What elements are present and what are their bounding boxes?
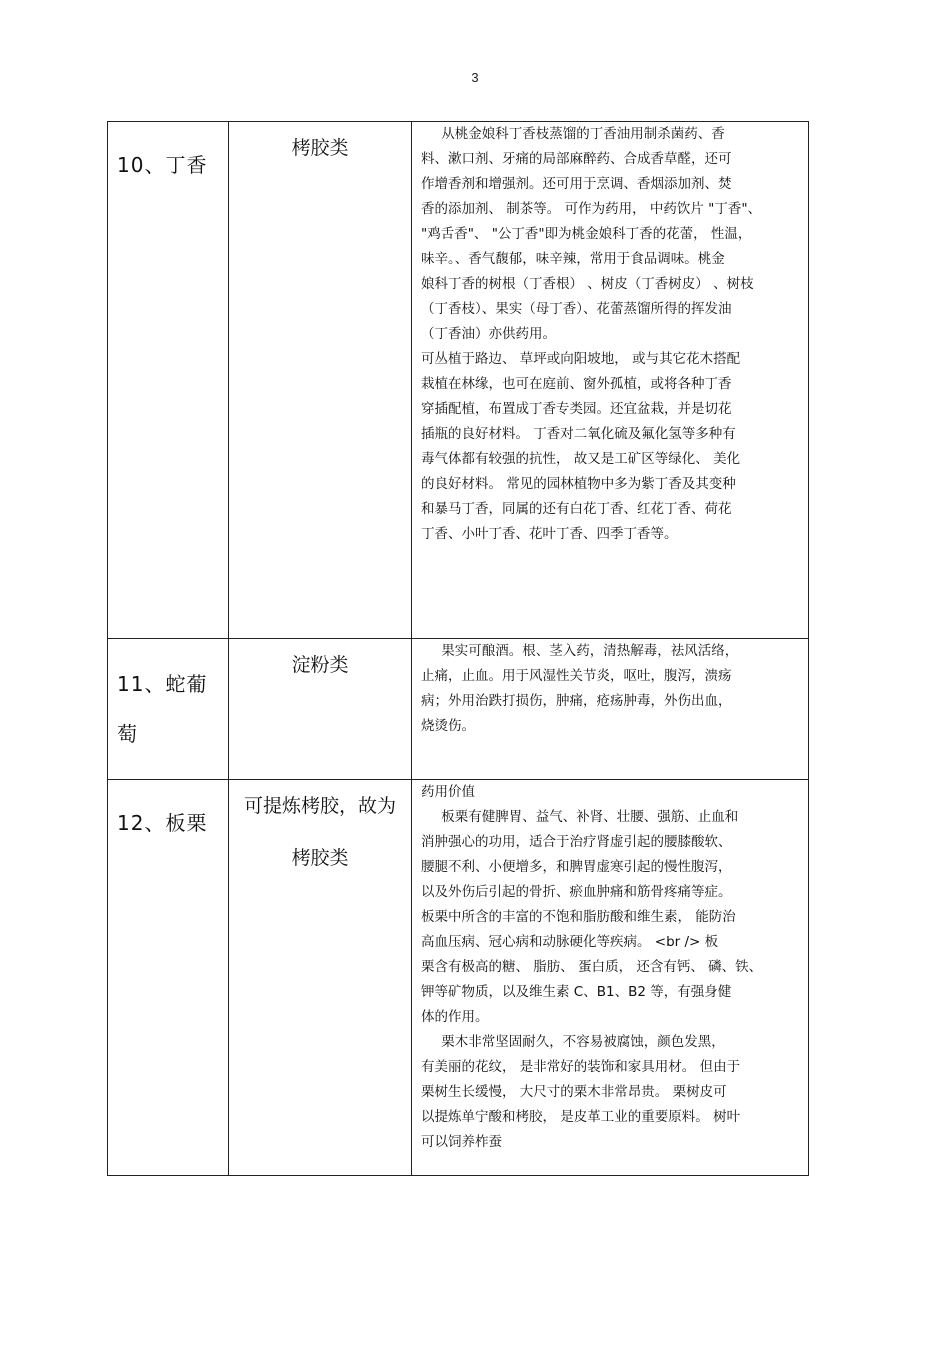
category-cell [229, 780, 412, 1176]
plant-name: 10、丁香 [117, 153, 208, 177]
description-paragraph: 栗木非常坚固耐久，不容易被腐蚀，颜色发黑， 有美丽的花纹， 是非常好的装饰和家具用材。 但由于 栗树生长缓慢， 大尺寸的栗木非常昂贵。 栗树皮可 以提炼单宁酸和栲胶， 是皮革工业的重要原料。 树叶 可以饲养柞蚕 [421, 1034, 741, 1150]
description-cell [412, 780, 809, 1176]
name-cell [108, 639, 229, 780]
plant-name: 12、板栗 [117, 811, 208, 835]
plant-category: 可提炼栲胶，故为栲胶类 [243, 795, 396, 869]
description-cell [412, 122, 809, 639]
description-heading: 药用价值 [421, 784, 475, 800]
name-cell [108, 780, 229, 1176]
page-number: 3 [471, 70, 479, 85]
table-row [108, 639, 809, 780]
table-row [108, 122, 809, 639]
description-paragraph: 从桃金娘科丁香枝蒸馏的丁香油用制杀菌药、香 料、漱口剂、牙痛的局部麻醉药、合成香草醛，还可 作增香剂和增强剂。还可用于烹调、香烟添加剂、焚 香的添加剂、 制茶等。 可作为药用， 中药饮片 "丁香"、 "鸡舌香"、 "公丁香"即为桃金娘科丁香的花蕾， 性温， 味辛。、香气馥郁，味辛辣，常用于食品调味。桃金 娘科丁香的树根（丁香根） 、树皮（丁香树皮） 、树枝 （丁香枝）、果实（母丁香）、花蕾蒸馏所得的挥发油 （丁香油）亦供药用。 [421, 126, 762, 342]
plant-category: 栲胶类 [291, 137, 349, 159]
plant-table [107, 121, 809, 1176]
plant-description [412, 122, 808, 547]
name-cell [108, 122, 229, 639]
category-cell [229, 122, 412, 639]
description-cell [412, 639, 809, 780]
plant-name: 11、蛇葡萄 [117, 672, 208, 746]
description-paragraph: 果实可酿酒。根、茎入药，清热解毒，祛风活络， 止痛，止血。用于风湿性关节炎，呕吐，腹泻，溃疡 病；外用治跌打损伤，肿痛，疮疡肿毒，外伤出血， 烧烫伤。 [421, 643, 739, 734]
table-row [108, 780, 809, 1176]
description-paragraph: 可丛植于路边、 草坪或向阳坡地， 或与其它花木搭配 栽植在林缘，也可在庭前、窗外孤植，或将各种丁香 穿插配植，布置成丁香专类园。还宜盆栽，并是切花 插瓶的良好材料。 丁香对二氧化硫及氟化氢等多种有 毒气体都有较强的抗性， 故又是工矿区等绿化、 美化 的良好材料。 常见的园林植物中多为紫丁香及其变种 和暴马丁香，同属的还有白花丁香、红花丁香、荷花 丁香、小叶丁香、花叶丁香、四季丁香等。 [421, 351, 741, 542]
description-paragraph: 板栗有健脾胃、益气、补肾、壮腰、强筋、止血和 消肿强心的功用，适合于治疗肾虚引起的腰膝酸软、 腰腿不利、小便增多，和脾胃虚寒引起的慢性腹泻， 以及外伤后引起的骨折、瘀血肿痛和筋骨疼痛等症。 板栗中所含的丰富的不饱和脂肪酸和维生素， 能防治 高血压病、冠心病和动脉硬化等疾病。 <br /> 板 栗含有极高的糖、 脂肪、 蛋白质， 还含有钙、 磷、铁、 钾等矿物质，以及维生素 C、B1、B2 等，有强身健 体的作用。 [421, 809, 763, 1025]
plant-category: 淀粉类 [291, 654, 349, 676]
category-cell [229, 639, 412, 780]
plant-description [412, 639, 808, 739]
plant-description [412, 780, 808, 1155]
